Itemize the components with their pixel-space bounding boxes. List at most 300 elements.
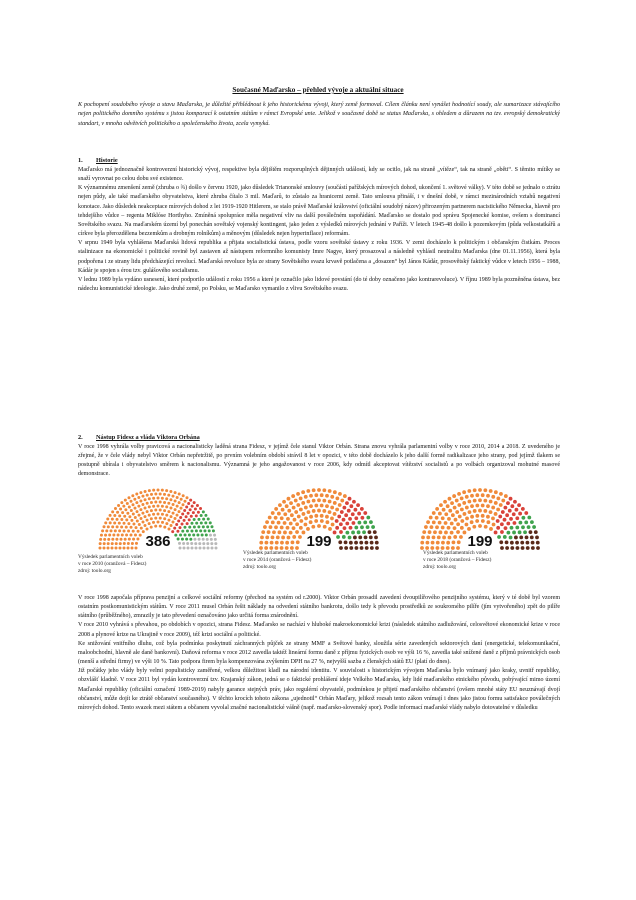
seat-dot	[489, 527, 493, 531]
seat-dot	[534, 530, 538, 534]
seat-dot	[312, 509, 316, 513]
seat-dot	[107, 547, 110, 550]
seat-dot	[168, 527, 171, 530]
seat-dot	[183, 519, 186, 522]
seat-dot	[172, 512, 175, 515]
seat-dot	[163, 501, 166, 504]
seat-dot	[472, 525, 476, 529]
seat-dot	[340, 510, 344, 514]
paragraph: V roce 1998 vyhrála volby pravicová a nacionalisticky laděná strana Fidesz, v jejímž čele stanul Viktor Orbán. Strana znovu vyhrála parlamentní volby v roce 2010, 2014 a 2018. Z uvedeného je zřejmé, že v čele vlády nebyl Viktor Orbán nepřetržitě, po prvním volebním období strávil 8 let v opozici, v této době docházelo k jeho další formě radikalizace jeho strany, pod jejímž tlakem se postupně ubírala i obyvatelstvo směrem k nacionalismu. Významná je jeho angažovanost v roce 2006, kdy odmítl akceptovat vítězství socialistů a po volbách organizoval mohutné masové demonstrace.	[78, 444, 560, 478]
seat-dot	[458, 515, 462, 519]
seat-dot	[289, 501, 293, 505]
seat-dot	[107, 542, 110, 545]
seat-dot	[189, 499, 192, 502]
seat-dot	[127, 547, 130, 550]
seat-dot	[355, 546, 359, 550]
seat-dot	[325, 504, 329, 508]
seat-dot	[99, 542, 102, 545]
seat-dot	[148, 505, 151, 508]
seat-dot	[187, 512, 190, 515]
seat-dot	[455, 499, 459, 503]
seat-dot	[115, 542, 118, 545]
seat-dot	[163, 517, 166, 520]
seat-dot	[167, 502, 170, 505]
seat-dot	[530, 535, 534, 539]
seat-dot	[260, 535, 264, 539]
seat-dot	[265, 520, 269, 524]
seat-dot	[531, 541, 535, 545]
seat-dot	[526, 546, 530, 550]
seat-dot	[491, 506, 495, 510]
seat-dot	[115, 538, 118, 541]
seat-dot	[193, 538, 196, 541]
seat-dot	[109, 521, 112, 524]
seat-dot	[473, 488, 477, 492]
seat-dot	[140, 517, 143, 520]
seat-dot	[339, 522, 343, 526]
seat-dot	[373, 530, 377, 534]
seat-dot	[141, 512, 144, 515]
seat-dot	[101, 529, 104, 532]
seat-dot	[183, 547, 186, 550]
seat-dot	[354, 541, 358, 545]
seat-dot	[509, 536, 513, 540]
seat-dot	[150, 517, 153, 520]
seat-dot	[210, 538, 213, 541]
section-fidesz-body	[78, 443, 560, 480]
seat-dot	[174, 517, 177, 520]
seat-dot	[285, 504, 289, 508]
seat-dot	[501, 510, 505, 514]
seat-dot	[362, 530, 366, 534]
seat-dot	[349, 504, 353, 508]
seat-dot	[292, 526, 296, 530]
seat-dot	[494, 490, 498, 494]
seat-dot	[185, 538, 188, 541]
seat-dot	[520, 541, 524, 545]
seat-dot	[111, 538, 114, 541]
seat-dot	[165, 497, 168, 500]
seat-dot	[435, 525, 439, 529]
seat-dot	[280, 541, 284, 545]
seat-dot	[197, 525, 200, 528]
seat-dot	[435, 507, 439, 511]
seat-dot	[517, 503, 521, 507]
seat-dot	[444, 521, 448, 525]
seat-dot	[431, 541, 435, 545]
seat-dot	[369, 535, 373, 539]
seat-dot	[439, 530, 443, 534]
seat-dot	[509, 497, 513, 501]
seat-dot	[446, 504, 450, 508]
seat-dot	[436, 541, 440, 545]
seat-dot	[296, 540, 300, 544]
seat-dot	[437, 536, 441, 540]
seat-dot	[267, 530, 271, 534]
seat-dot	[199, 529, 202, 532]
seat-dot	[351, 531, 355, 535]
seat-dot	[370, 546, 374, 550]
seat-chart-2010	[78, 486, 238, 550]
seat-dot	[287, 536, 291, 540]
seat-dot	[363, 520, 367, 524]
seat-dot	[152, 497, 155, 500]
seat-dot	[182, 503, 185, 506]
seat-dot	[146, 502, 149, 505]
seat-dot	[150, 526, 153, 529]
seat-dot	[536, 541, 540, 545]
seat-dot	[348, 517, 352, 521]
seat-dot	[491, 517, 495, 521]
seat-dot	[510, 541, 514, 545]
seat-dot	[178, 493, 181, 496]
seat-dot	[309, 494, 313, 498]
seat-dot	[148, 489, 151, 492]
seat-dot	[138, 523, 141, 526]
seat-dot	[281, 536, 285, 540]
seat-dot	[309, 504, 313, 508]
seat-dot	[269, 525, 273, 529]
seat-dot	[328, 500, 332, 504]
seat-dot	[312, 488, 316, 492]
paragraph: Ke snižování vnitřního dluhu, což byla podmínka poskytnutí záchranných půjček ze strany MMF a Světové banky, sloužila série zavedených sektorových daní (energetické, telekomunikační, maloobchodní, hlavně ale daně bankovní). Daňová reforma v roce 2012 zavedla taktéž lineární formu daně z příjmu fyzických osob ve výši 16 %, zavedla také snížené daně z příjmů právnických osob (menší a střední firmy) ve výši 10 %. Tato podpora firem byla kompenzována zvýšením DPH na 27 %, nejvyšší sazba z členských států EU (platí do dnes).	[78, 640, 560, 666]
seat-dot	[195, 514, 198, 517]
seat-dot	[494, 531, 498, 535]
seat-dot	[138, 514, 141, 517]
seat-dot	[486, 515, 490, 519]
seat-dot	[135, 501, 138, 504]
seat-dot	[178, 510, 181, 513]
seat-dot	[115, 547, 118, 550]
seat-dot	[159, 517, 162, 520]
seat-dot	[184, 500, 187, 503]
seat-dot	[446, 541, 450, 545]
seat-dot	[180, 498, 183, 501]
seat-dot	[343, 494, 347, 498]
seat-dot	[202, 525, 205, 528]
seat-dot	[311, 525, 315, 529]
seat-dot	[99, 547, 102, 550]
seat-dot	[175, 523, 178, 526]
seat-dot	[196, 504, 199, 507]
seat-dot	[515, 508, 519, 512]
seat-dot	[504, 494, 508, 498]
seat-dot	[442, 508, 446, 512]
seat-dot	[139, 491, 142, 494]
seat-dot	[473, 509, 477, 513]
seat-dot	[424, 525, 428, 529]
seat-dot	[536, 546, 540, 550]
seat-dot	[105, 529, 108, 532]
seat-dot	[163, 493, 166, 496]
seat-dot	[116, 525, 119, 528]
seat-dot	[470, 504, 474, 508]
seat-dot	[370, 541, 374, 545]
seat-dot	[140, 527, 143, 530]
seat-dot	[283, 521, 287, 525]
seat-dot	[126, 502, 129, 505]
seat-dot	[192, 511, 195, 514]
seat-dot	[299, 519, 303, 523]
seat-dot	[467, 500, 471, 504]
seat-dot	[103, 542, 106, 545]
seat-dot	[197, 518, 200, 521]
seat-dot	[120, 538, 123, 541]
seat-dot	[453, 535, 457, 539]
seat-dot	[148, 497, 151, 500]
seat-dot	[294, 499, 298, 503]
seat-dot	[211, 547, 214, 550]
seat-dot	[497, 535, 501, 539]
seat-dot	[447, 526, 451, 530]
seat-dot	[144, 498, 147, 501]
seat-dot	[268, 516, 272, 520]
seat-dot	[360, 525, 364, 529]
seat-dot	[118, 529, 121, 532]
seat-dot	[293, 518, 297, 522]
seat-dot	[494, 501, 498, 505]
seat-dot	[336, 535, 340, 539]
seat-dot	[333, 531, 337, 535]
seat-dot	[172, 495, 175, 498]
seat-dot	[202, 510, 205, 513]
seat-dot	[165, 522, 168, 525]
seat-dot	[182, 542, 185, 545]
caption-line: v roce 2018 (oranžová – Fidesz)	[423, 557, 492, 563]
seat-dot	[137, 530, 140, 533]
seat-dot	[139, 534, 142, 537]
seat-dot	[188, 526, 191, 529]
seat-dot	[463, 512, 467, 516]
seat-dot	[503, 518, 507, 522]
seat-dot	[369, 520, 373, 524]
seat-dot	[335, 497, 339, 501]
seat-dot	[172, 503, 175, 506]
seat-dot	[125, 533, 128, 536]
seat-dot	[364, 535, 368, 539]
seat-dot	[154, 525, 157, 528]
seat-dot	[177, 520, 180, 523]
seat-dot	[152, 513, 155, 516]
seat-dot	[504, 526, 508, 530]
seat-dot	[473, 499, 477, 503]
seat-dot	[354, 508, 358, 512]
seat-dot	[113, 522, 116, 525]
paragraph: V roce 1998 započala příprava penzijní a celkové sociální reformy (přechod na systém od r.2000). Viktor Orbán prosadil zavedení dvoupilířového penzijního systému, který v té době byl vzorem ostatním postkomunistickým státům. V roce 2011 musel Orbán řešit náklady na odvedení státního bankrotu, došlo tedy k převodu prostředků ze soukromého pilíře (jím vytvořeného) zpět do pilíře státního (průběžného), zmrazily je tato převedení označováno jako určitá forma znárodnění.	[78, 595, 560, 620]
seat-dot	[532, 525, 536, 529]
seat-dot	[119, 508, 122, 511]
seat-dot	[203, 547, 206, 550]
seat-dot	[178, 501, 181, 504]
seat-dot	[296, 503, 300, 507]
seat-dot	[159, 493, 162, 496]
seat-dot	[215, 547, 218, 550]
seat-dot	[530, 520, 534, 524]
seat-dot	[137, 505, 140, 508]
chart-caption-2014	[243, 550, 311, 571]
seat-dot	[494, 512, 498, 516]
seat-dot	[481, 504, 485, 508]
caption-line: Výsledek parlamentních voleb	[78, 554, 143, 560]
seat-dot	[484, 525, 488, 529]
seat-dot	[353, 536, 357, 540]
seat-dot	[271, 520, 275, 524]
seat-dot	[489, 510, 493, 514]
seat-dot	[174, 534, 177, 537]
seat-dot	[375, 546, 379, 550]
seat-dot	[510, 546, 514, 550]
seat-dot	[518, 512, 522, 516]
seat-dot	[206, 542, 209, 545]
seat-dot	[170, 524, 173, 527]
seat-dot	[492, 523, 496, 527]
seat-dot	[371, 525, 375, 529]
seat-dot	[426, 520, 430, 524]
seat-dot	[185, 515, 188, 518]
seat-dot	[193, 501, 196, 504]
seat-dot	[314, 504, 318, 508]
seat-dot	[208, 529, 211, 532]
seat-dot	[483, 488, 487, 492]
seat-dot	[165, 514, 168, 517]
seat-dot	[104, 521, 107, 524]
seat-dot	[454, 518, 458, 522]
seat-dot	[130, 509, 133, 512]
seat-dot	[462, 501, 466, 505]
seat-dot	[508, 509, 512, 513]
seat-dot	[167, 510, 170, 513]
seat-dot	[204, 521, 207, 524]
seat-dot	[512, 531, 516, 535]
seat-dot	[451, 513, 455, 517]
seat-dot	[438, 512, 442, 516]
seat-dot	[169, 490, 172, 493]
seat-dot	[111, 547, 114, 550]
seat-dot	[368, 530, 372, 534]
seat-dot	[496, 519, 500, 523]
seat-dot	[107, 538, 110, 541]
seat-dot	[131, 494, 134, 497]
seat-dot	[448, 536, 452, 540]
seat-dot	[159, 501, 162, 504]
seat-dot	[515, 516, 519, 520]
seat-dot	[100, 534, 103, 537]
seat-dot	[510, 504, 514, 508]
seat-dot	[195, 522, 198, 525]
seat-dot	[206, 538, 209, 541]
seat-dot	[304, 517, 308, 521]
seat-dot	[136, 520, 139, 523]
seat-dot	[167, 494, 170, 497]
seat-dot	[306, 500, 310, 504]
seat-dot	[294, 510, 298, 514]
seat-dot	[176, 496, 179, 499]
seat-dot	[204, 514, 207, 517]
seat-dot	[150, 493, 153, 496]
seat-dot	[209, 521, 212, 524]
seat-dot	[301, 490, 305, 494]
seat-dot	[161, 505, 164, 508]
seat-dot	[126, 512, 129, 515]
seat-dot	[505, 540, 509, 544]
seat-dot	[339, 530, 343, 534]
seat-dot	[274, 525, 278, 529]
seat-dot	[174, 491, 177, 494]
seat-dot	[163, 526, 166, 529]
seat-dot	[111, 542, 114, 545]
seat-dot	[344, 540, 348, 544]
seat-dot	[132, 538, 135, 541]
seat-dot	[132, 503, 135, 506]
seat-dot	[323, 525, 327, 529]
seat-dot	[516, 546, 520, 550]
seat-dot	[328, 527, 332, 531]
seat-dot	[330, 506, 334, 510]
seat-dot	[146, 527, 149, 530]
seat-dot	[146, 494, 149, 497]
seat-dot	[186, 530, 189, 533]
seat-dot	[475, 504, 479, 508]
seat-dot	[144, 507, 147, 510]
seat-dot	[119, 547, 122, 550]
seat-dot	[358, 536, 362, 540]
seat-dot	[499, 492, 503, 496]
seat-dot	[421, 535, 425, 539]
seat-dot	[139, 508, 142, 511]
seat-dot	[465, 517, 469, 521]
seat-dot	[270, 541, 274, 545]
seat-dot	[358, 521, 362, 525]
seat-dot	[159, 525, 162, 528]
seat-dot	[344, 513, 348, 517]
seat-dot	[280, 516, 284, 520]
seat-dot	[120, 501, 123, 504]
seat-dot	[360, 516, 364, 520]
seat-dot	[179, 534, 182, 537]
seat-dot	[470, 515, 474, 519]
seat-dot	[128, 515, 131, 518]
seat-dot	[206, 525, 209, 528]
seat-dot	[176, 505, 179, 508]
seat-dot	[176, 514, 179, 517]
seat-dot	[280, 526, 284, 530]
seat-dot	[165, 489, 168, 492]
seat-dot	[460, 519, 464, 523]
seat-dot	[143, 515, 146, 518]
seat-dot	[375, 541, 379, 545]
seat-dot	[432, 535, 436, 539]
seat-dot	[352, 500, 356, 504]
seat-dot	[439, 503, 443, 507]
seat-dot	[333, 512, 337, 516]
seat-dot	[154, 517, 157, 520]
intro-paragraph: K pochopení soudobého vývoje a stavu Maďarska, je důležité přihlédnout k jeho historickému vývoji, který země formoval. Cílem článku není vynášet hodnotící soudy, ale sumarizace stávajícího nejen politického domního systému s jistou komparací k ostatním státům v rámci Evropské unie. Jelikož v současné době se status Maďarska, s ohledem a důrazem na tzv. evropský demokratický standart, v mnoha odvětvích politického a společenského života, zcela vymyká.	[78, 102, 560, 127]
caption-line: v roce 2010 (oranžová – Fidesz)	[78, 561, 147, 567]
seat-dot	[452, 494, 456, 498]
seat-dot	[356, 503, 360, 507]
seat-dot	[192, 534, 195, 537]
seat-dot	[526, 541, 530, 545]
seat-dot	[110, 529, 113, 532]
seat-dot	[496, 497, 500, 501]
seat-dot	[527, 516, 531, 520]
seat-dot	[357, 512, 361, 516]
seat-dot	[478, 498, 482, 502]
paragraph: V roce 2010 vyhrává s převahou, po obdobích v opozici, strana Fidesz. Maďarsko se nachází v hluboké makroekonomické krizi (následek státního zadlužování, celosvětové ekonomické krize v roce 2008 a plynové krize na Ukrajině v roce 2009), též krizi sociální a politické.	[78, 622, 560, 638]
seat-dot	[136, 510, 139, 513]
seat-dot	[283, 512, 287, 516]
paragraph: V lednu 1989 byla vydáno usnesení, které podporilo událostí z roku 1956 a které je označilo jako lidové povstání (do té doby označeno jako kontrarevoluce). V říjnu 1989 byla pozměněna ústava, bez nádechu komunistické ideologie. Jako druhé země, po Polsku, se Maďarsko vymanilo z vlivu Sovětského svazu.	[78, 276, 560, 293]
